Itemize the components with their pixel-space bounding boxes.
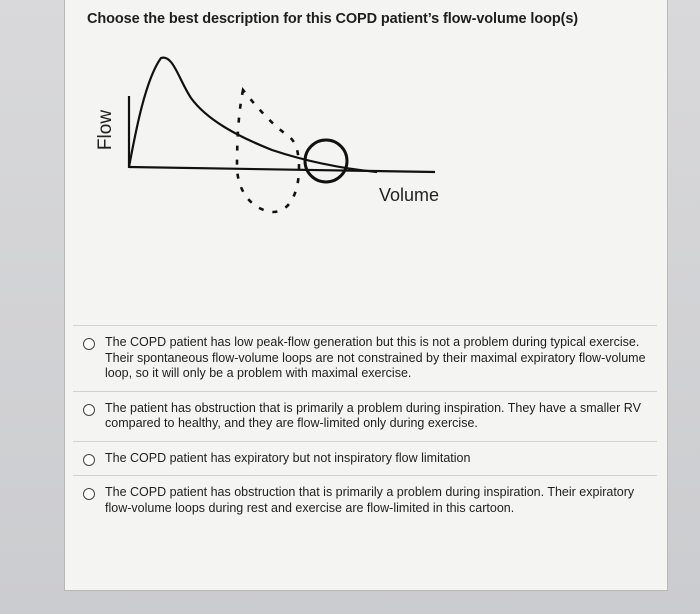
maximal-flow-volume-loop <box>129 58 377 172</box>
question-title: Choose the best description for this COPD patient’s flow-volume loop(s) <box>87 11 579 27</box>
flow-axis-label: Flow <box>95 109 116 151</box>
flow-volume-diagram <box>87 40 487 230</box>
radio-button-4[interactable] <box>83 488 95 500</box>
volume-axis-label: Volume <box>379 185 440 205</box>
flow-volume-figure <box>87 40 487 230</box>
answer-option-3[interactable] <box>73 442 657 476</box>
volume-axis <box>129 167 435 172</box>
answer-option-4-text: The COPD patient has obstruction that is primarily a problem during inspiration. Their expiratory flow-volume loops during rest and exercise are flow-limited in this cartoon. <box>105 485 635 515</box>
answer-option-4[interactable] <box>73 476 657 525</box>
answer-option-3-text: The COPD patient has expiratory but not inspiratory flow limitation <box>105 450 471 465</box>
answer-option-1-text: The COPD patient has low peak-flow generation but this is not a problem during typical exercise. Their spontaneous flow-volume loops are not constrained by their maximal expiratory flow-volume loop, so it will only be a problem with maximal exercise. <box>105 335 646 380</box>
answer-option-1[interactable] <box>73 326 657 391</box>
radio-button-2[interactable] <box>83 404 95 416</box>
answer-option-2[interactable] <box>73 392 657 441</box>
question-card <box>64 0 668 591</box>
radio-button-3[interactable] <box>83 454 95 466</box>
answer-options <box>73 325 657 525</box>
radio-button-1[interactable] <box>83 338 95 350</box>
answer-option-2-text: The patient has obstruction that is primarily a problem during inspiration. They have a smaller RV compared to healthy, and they are flow-limited only during exercise. <box>105 400 641 430</box>
tidal-flow-volume-loop <box>237 90 299 212</box>
